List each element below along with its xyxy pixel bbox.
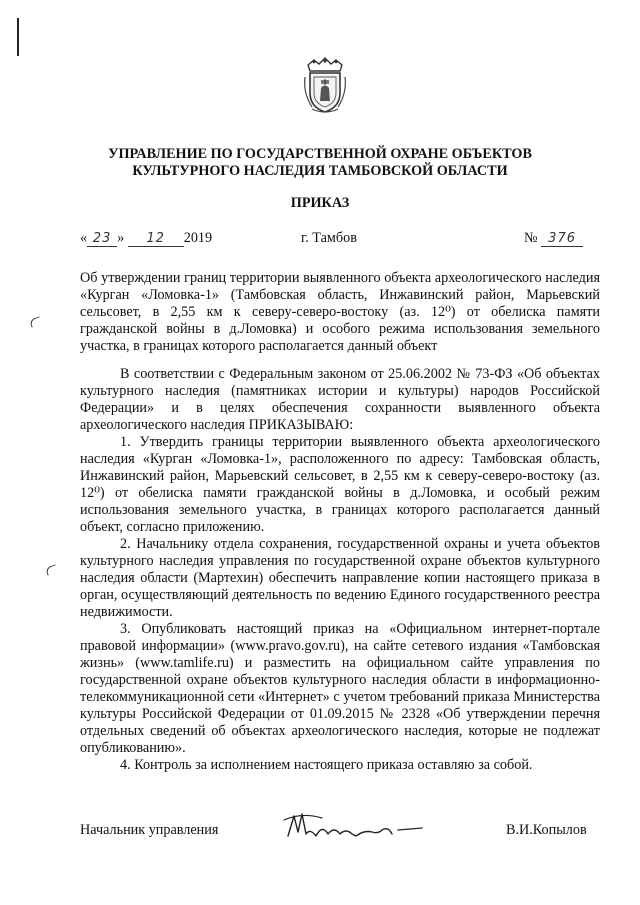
tambov-coat-of-arms-icon (302, 55, 348, 115)
order-subject: Об утверждении границ территории выявленного объекта археологического наследия «Курган «Ломовка-1» (Тамбовская область, Инжавинский район, Марьевский сельсовет, в 2,55 км к северу-северо-востоку (аз. 12⁰) от обелиска памяти гражданской войны в д.Ломовка) и особого режима использования земельного участка, в границах которого располагается данный объект (80, 270, 600, 354)
margin-tick-mark (29, 316, 42, 327)
clause-paragraph: 4. Контроль за исполнением настоящего приказа оставляю за собой. (120, 757, 533, 773)
handwritten-signature (282, 806, 434, 846)
signatory-role: Начальник управления (80, 822, 219, 838)
clause-paragraph: 3. Опубликовать настоящий приказ на «Официальном интернет-портале правовой информации» (www.pravo.gov.ru), на сайте сетевого издания «Тамбовская жизнь» (www.tamlife.ru) и разместить на официальном сайте управления по государственной охране объектов культурного наследия области в информационно-телекоммуникационной сети «Интернет» с учетом требований приказа Министерства культуры Российской Федерации от 01.09.2015 № 2328 «Об утверждении перечня отдельных сведений об объектах археологического наследия, которые не подлежат опубликованию». (80, 621, 600, 756)
preamble-paragraph: В соответствии с Федеральным законом от 25.06.2002 № 73-ФЗ «Об объектах культурного наследия (памятниках истории и культуры) народов Российской Федерации» и в целях обеспечения сохранности выявленного объекта археологического наследия ПРИКАЗЫВАЮ: (80, 366, 600, 433)
order-number-value: 376 (541, 232, 583, 247)
clause-paragraph: 1. Утвердить границы территории выявленного объекта археологического наследия «Курган «Ломовка-1», расположенного по адресу: Тамбовская область, Инжавинский район, Марьевский сельсовет, в 2,55 км к северу-северо-востоку (аз. 12⁰) от обелиска памяти гражданской войны в д.Ломовка, и особый режим использования земельного участка, в границах которого располагается данный объект, согласно приложению. (80, 434, 600, 535)
date-month: 12 (128, 232, 184, 247)
document-type-title: ПРИКАЗ (290, 195, 350, 211)
number-sign: № (524, 230, 538, 246)
date-close-quote: » (117, 230, 125, 246)
margin-tick-mark (45, 564, 58, 575)
date-open-quote: « (80, 230, 88, 246)
margin-mark (17, 18, 19, 56)
org-name-line: КУЛЬТУРНОГО НАСЛЕДИЯ ТАМБОВСКОЙ ОБЛАСТИ (132, 163, 508, 179)
order-date (80, 230, 212, 247)
date-day: 23 (87, 232, 117, 247)
order-city: г. Тамбов (301, 230, 357, 246)
date-year: 2019 (183, 230, 213, 246)
org-name-line: УПРАВЛЕНИЕ ПО ГОСУДАРСТВЕННОЙ ОХРАНЕ ОБЪЕКТОВ (108, 146, 532, 162)
order-body (80, 366, 600, 774)
order-number (524, 230, 583, 247)
document-heading (60, 146, 580, 180)
signatory-name: В.И.Копылов (506, 822, 587, 838)
clause-paragraph: 2. Начальнику отдела сохранения, государственной охраны и учета объектов культурного наследия управления по государственной охране объектов культурного наследия области (Мартехин) обеспечить направление копии настоящего приказа в орган, осуществляющий деятельность по ведению Единого государственного реестра недвижимости. (80, 536, 600, 620)
